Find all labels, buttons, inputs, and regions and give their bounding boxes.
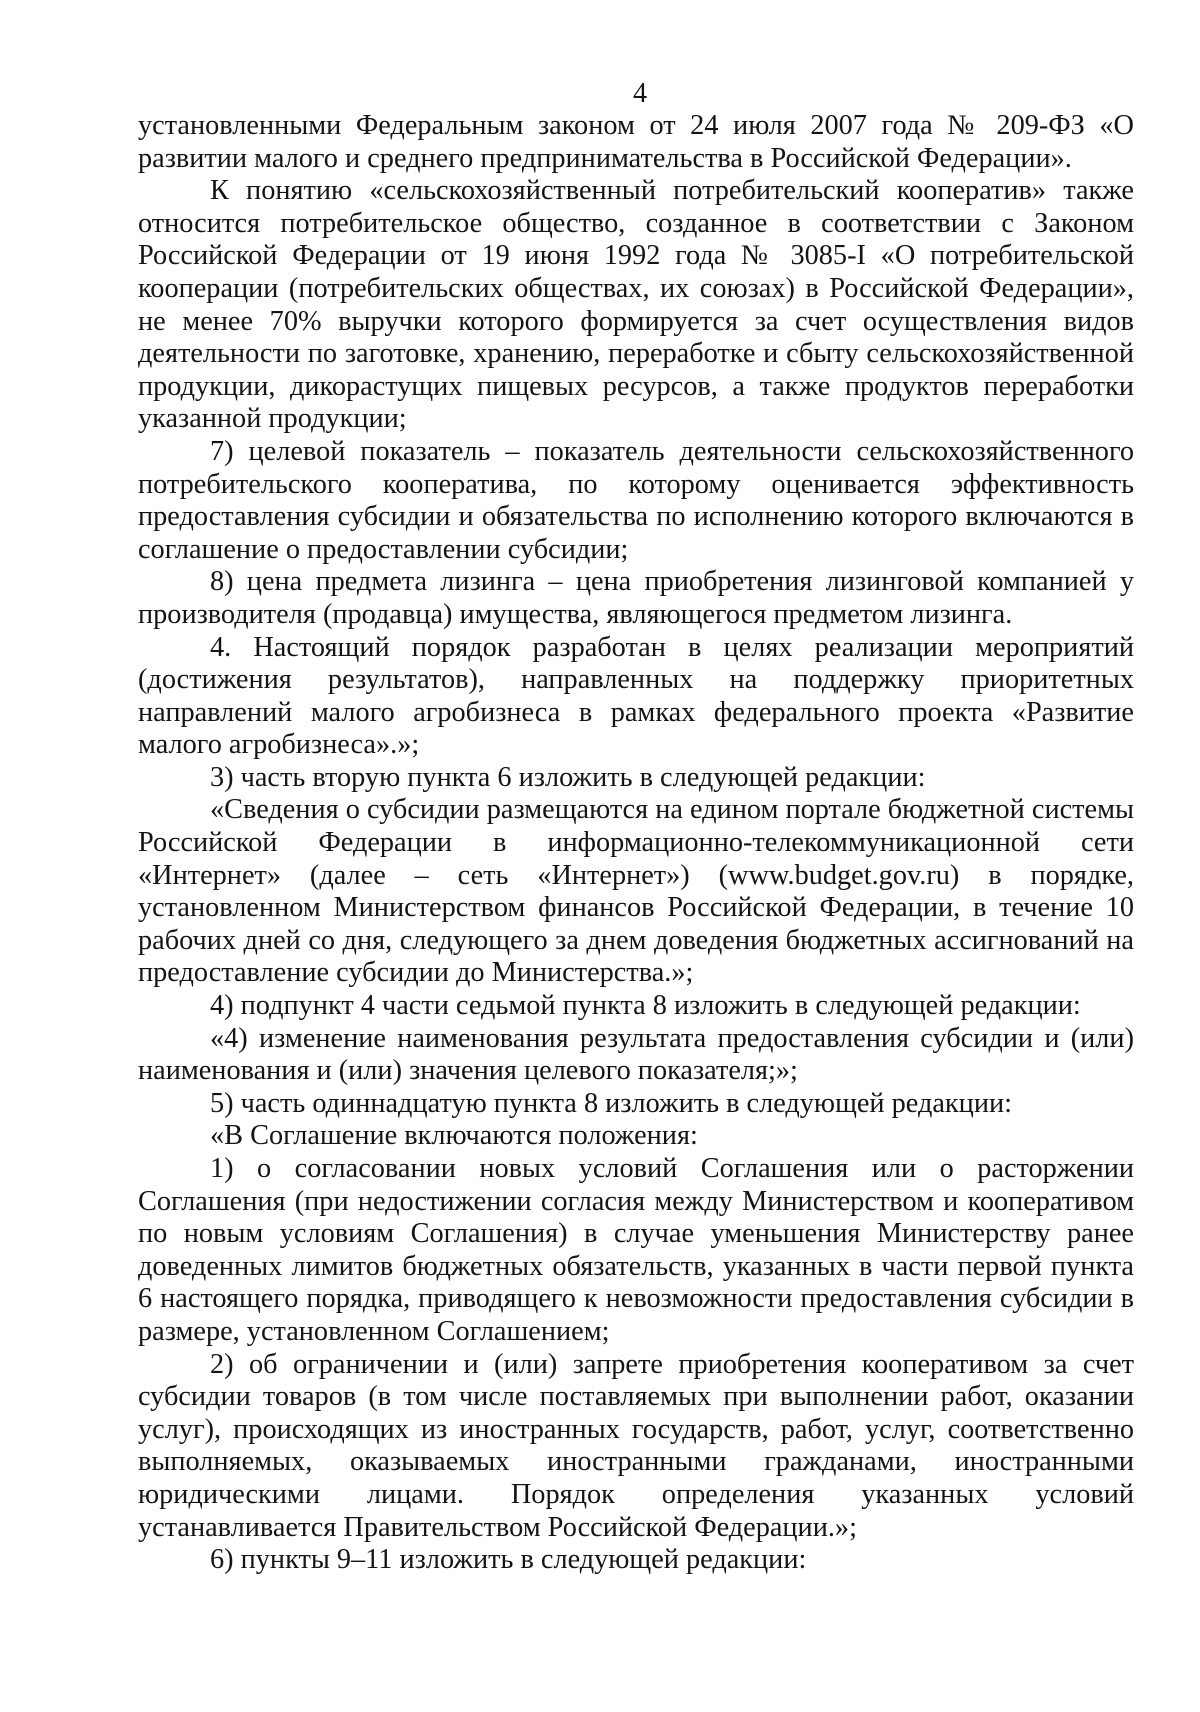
paragraph: 7) целевой показатель – показатель деятельности сельскохозяйственного потребительского кооператива, по которому оценивается эффективность предоставления субсидии и обязательства по исполнению которого включаются в соглашение о предоставлении субсидии; bbox=[138, 435, 1134, 565]
page-number: 4 bbox=[633, 78, 647, 109]
paragraph: 4) подпункт 4 части седьмой пункта 8 изложить в следующей редакции: bbox=[210, 990, 1081, 1022]
paragraph: 4. Настоящий порядок разработан в целях реализации мероприятий (достижения результатов), направленных на поддержку приоритетных направлений малого агробизнеса в рамках федерального проекта «Развитие малого агробизнеса».»; bbox=[138, 631, 1134, 761]
paragraph: «В Соглашение включаются положения: bbox=[210, 1120, 698, 1152]
paragraph: 3) часть вторую пункта 6 изложить в следующей редакции: bbox=[210, 761, 926, 793]
paragraph: «Сведения о субсидии размещаются на едином портале бюджетной системы Российской Федерации в информационно-телекоммуникационной сети «Интернет» (далее – сеть «Интернет») (www.budget.gov.ru) в порядке, установленном Министерством финансов Российской Федерации, в течение 10 рабочих дней со дня, следующего за днем доведения бюджетных ассигнований на предоставление субсидии до Министерства.»; bbox=[138, 794, 1135, 989]
paragraph: 6) пункты 9–11 изложить в следующей редакции: bbox=[210, 1544, 807, 1576]
paragraph: 2) об ограничении и (или) запрете приобретения кооперативом за счет субсидии товаров (в том числе поставляемых при выполнении работ, оказании услуг), происходящих из иностранных государств, работ, услуг, соответственно выполняемых, оказываемых иностранными гражданами, иностранными юридическими лицами. Порядок определения указанных условий устанавливается Правительством Российской Федерации.»; bbox=[138, 1348, 1134, 1543]
paragraph: 5) часть одиннадцатую пункта 8 изложить в следующей редакции: bbox=[210, 1087, 1012, 1119]
paragraph: 1) о согласовании новых условий Соглашения или о расторжении Соглашения (при недостижении согласия между Министерством и кооперативом по новым условиям Соглашения) в случае уменьшения Министерству ранее доведенных лимитов бюджетных обязательств, указанных в части первой пункта 6 настоящего порядка, приводящего к невозможности предоставления субсидии в размере, установленном Соглашением; bbox=[138, 1153, 1134, 1347]
document-body bbox=[138, 110, 1134, 1577]
paragraph: К понятию «сельскохозяйственный потребительский кооператив» также относится потребительское общество, созданное в соответствии с Законом Российской Федерации от 19 июня 1992 года № 3085-I «О потребительской кооперации (потребительских обществах, их союзах) в Российской Федерации», не менее 70% выручки которого формируется за счет осуществления видов деятельности по заготовке, хранению, переработке и сбыту сельскохозяйственной продукции, дикорастущих пищевых ресурсов, а также продуктов переработки указанной продукции; bbox=[138, 175, 1134, 435]
paragraph: установленными Федеральным законом от 24 июля 2007 года № 209-ФЗ «О развитии малого и среднего предпринимательства в Российской Федерации». bbox=[138, 110, 1134, 174]
paragraph: 8) цена предмета лизинга – цена приобретения лизинговой компанией у производителя (продавца) имущества, являющегося предметом лизинга. bbox=[138, 566, 1134, 630]
paragraph: «4) изменение наименования результата предоставления субсидии и (или) наименования и (или) значения целевого показателя;»; bbox=[138, 1022, 1134, 1087]
